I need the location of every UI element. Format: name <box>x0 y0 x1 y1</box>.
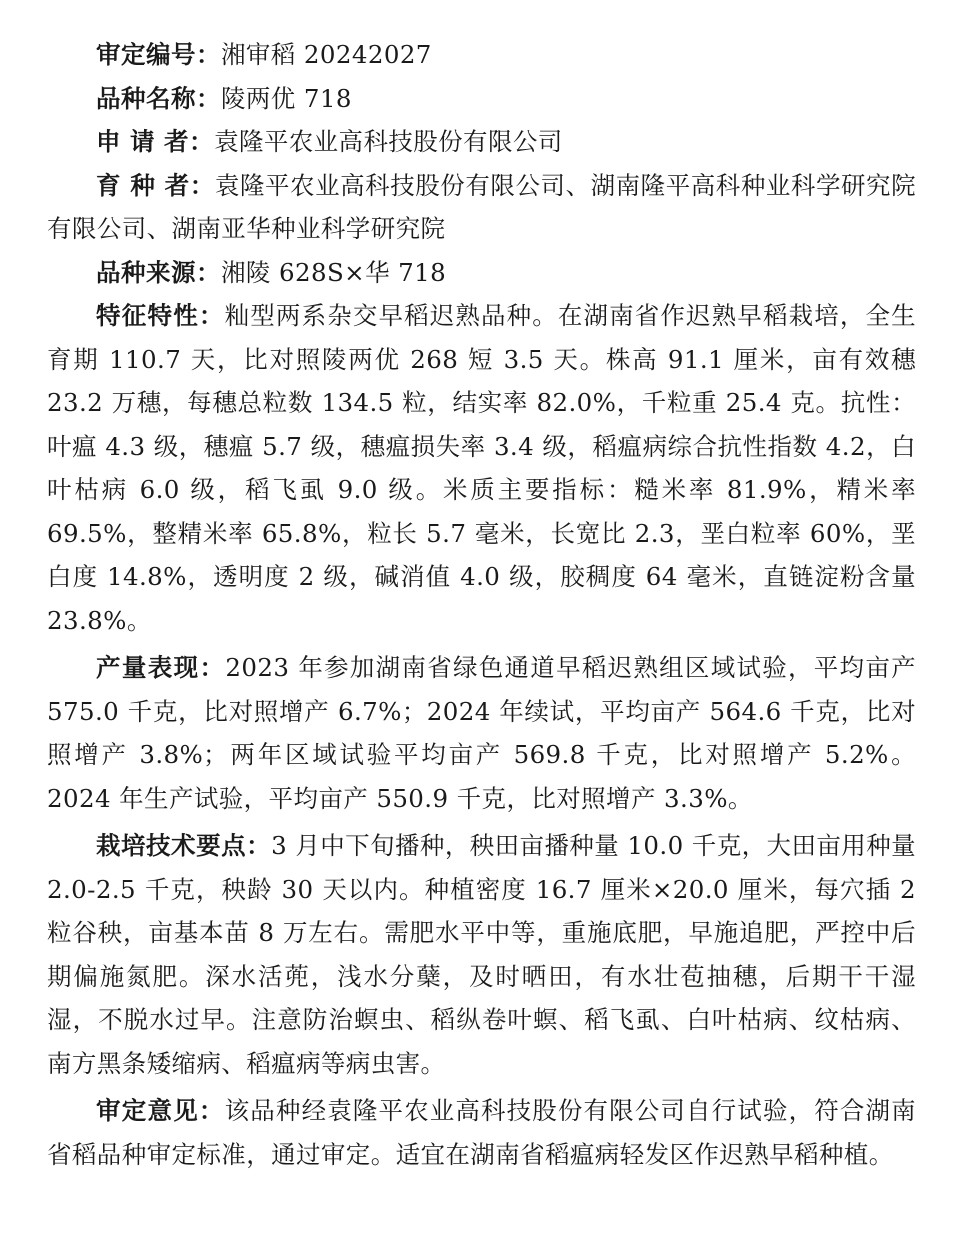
field-label: 育 种 者： <box>96 170 215 200</box>
field-breeder <box>47 164 916 251</box>
field-label: 审定编号： <box>96 40 221 69</box>
field-variety-source <box>47 251 916 295</box>
field-label: 品种名称： <box>96 83 221 113</box>
field-value: 袁隆平农业高科技股份有限公司 <box>214 127 563 156</box>
field-value: 陵两优 718 <box>221 83 352 113</box>
field-variety-name <box>47 77 916 121</box>
field-applicant <box>47 120 916 164</box>
field-cultivation-techniques <box>47 824 916 1085</box>
field-approval-opinion <box>47 1089 916 1176</box>
field-approval-number <box>47 33 916 77</box>
field-value: 袁隆平农业高科技股份有限公司、湖南隆平高科种业科学研究院有限公司、湖南亚华种业科学研究院 <box>47 170 916 243</box>
field-label: 产量表现： <box>96 653 226 682</box>
field-label: 栽培技术要点： <box>96 831 272 860</box>
field-label: 特征特性： <box>96 301 225 330</box>
field-value: 3 月中下旬播种，秧田亩播种量 10.0 千克，大田亩用种量 2.0-2.5 千克，秧龄 30 天以内。种植密度 16.7 厘米×20.0 厘米，每穴插 2 粒谷秧，亩基本苗 8 万左右。需肥水平中等，重施底肥，早施追肥，严控中后期偏施氮肥。深水活蔸，浅水分蘖，及时晒田，有水壮苞抽穗，后期干干湿湿，不脱水过早。注意防治螟虫、稻纵卷叶螟、稻飞虱、白叶枯病、纹枯病、南方黑条矮缩病、稻瘟病等病虫害。 <box>47 831 917 1078</box>
field-value: 2023 年参加湖南省绿色通道早稻迟熟组区域试验，平均亩产 575.0 千克，比对照增产 6.7%；2024 年续试，平均亩产 564.6 千克，比对照增产 3.8%；两年区域试验平均亩产 569.8 千克，比对照增产 5.2%。2024 年生产试验，平均亩产 550.9 千克，比对照增产 3.3%。 <box>47 653 916 813</box>
field-value: 湘陵 628S×华 718 <box>221 257 447 287</box>
field-label: 审定意见： <box>96 1096 225 1125</box>
field-label: 品种来源： <box>96 257 221 287</box>
field-value: 湘审稻 20242027 <box>221 40 432 69</box>
field-label: 申 请 者： <box>96 127 215 156</box>
field-characteristics <box>47 294 916 642</box>
field-yield-performance <box>47 646 916 820</box>
field-value: 籼型两系杂交早稻迟熟品种。在湖南省作迟熟早稻栽培，全生育期 110.7 天，比对照陵两优 268 短 3.5 天。株高 91.1 厘米，亩有效穗 23.2 万穗，每穗总粒数 134.5 粒，结实率 82.0%，千粒重 25.4 克。抗性：叶瘟 4.3 级，穗瘟 5.7 级，穗瘟损失率 3.4 级，稻瘟病综合抗性指数 4.2，白叶枯病 6.0 级，稻飞虱 9.0 级。米质主要指标：糙米率 81.9%，精米率 69.5%，整精米率 65.8%，粒长 5.7 毫米，长宽比 2.3，垩白粒率 60%，垩白度 14.8%，透明度 2 级，碱消值 4.0 级，胶稠度 64 毫米，直链淀粉含量 23.8%。 <box>47 301 916 635</box>
field-value: 该品种经袁隆平农业高科技股份有限公司自行试验，符合湖南省稻品种审定标准，通过审定。适宜在湖南省稻瘟病轻发区作迟熟早稻种植。 <box>47 1096 916 1169</box>
